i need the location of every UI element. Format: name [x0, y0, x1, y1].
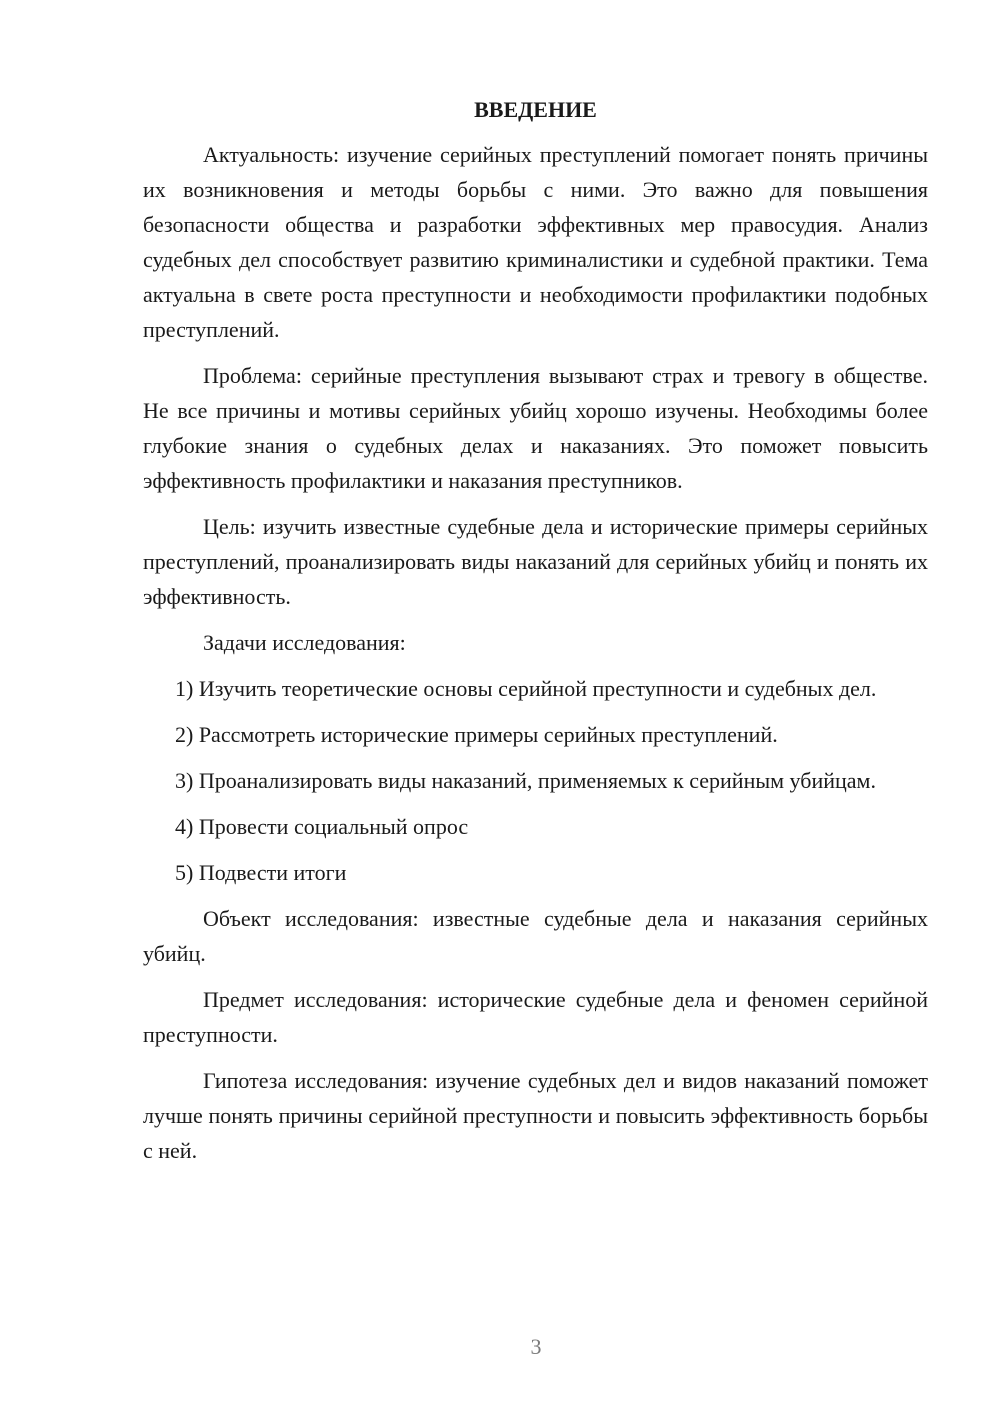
page-content — [143, 92, 928, 1179]
relevance-paragraph: Актуальность: изучение серийных преступлений помогает понять причины их возникновения и методы борьбы с ними. Это важно для повышения безопасности общества и разработки эффективных мер правосудия. Анализ судебных дел способствует развитию криминалистики и судебной практики. Тема актуальна в свете роста преступности и необходимости профилактики подобных преступлений. — [143, 142, 928, 342]
goal-paragraph: Цель: изучить известные судебные дела и исторические примеры серийных преступлений, проанализировать виды наказаний для серийных убийц и понять их эффективность. — [143, 514, 928, 609]
object-paragraph: Объект исследования: известные судебные дела и наказания серийных убийц. — [143, 906, 928, 966]
hypothesis-paragraph: Гипотеза исследования: изучение судебных дел и видов наказаний поможет лучше понять причины серийной преступности и повысить эффективность борьбы с ней. — [143, 1068, 928, 1163]
page-title: ВВЕДЕНИЕ — [474, 97, 597, 122]
task-item-3: 3) Проанализировать виды наказаний, применяемых к серийным убийцам. — [175, 768, 876, 793]
page-number: 3 — [530, 1334, 542, 1359]
tasks-heading: Задачи исследования: — [203, 630, 406, 655]
task-item-2: 2) Рассмотреть исторические примеры серийных преступлений. — [175, 722, 778, 747]
task-item-4: 4) Провести социальный опрос — [175, 814, 469, 839]
task-item-5: 5) Подвести итоги — [175, 860, 347, 885]
subject-paragraph: Предмет исследования: исторические судебные дела и феномен серийной преступности. — [143, 987, 928, 1047]
task-item-1: 1) Изучить теоретические основы серийной преступности и судебных дел. — [175, 676, 877, 701]
problem-paragraph: Проблема: серийные преступления вызывают страх и тревогу в обществе. Не все причины и мотивы серийных убийц хорошо изучены. Необходимы более глубокие знания о судебных делах и наказаниях. Это поможет повысить эффективность профилактики и наказания преступников. — [143, 363, 928, 493]
